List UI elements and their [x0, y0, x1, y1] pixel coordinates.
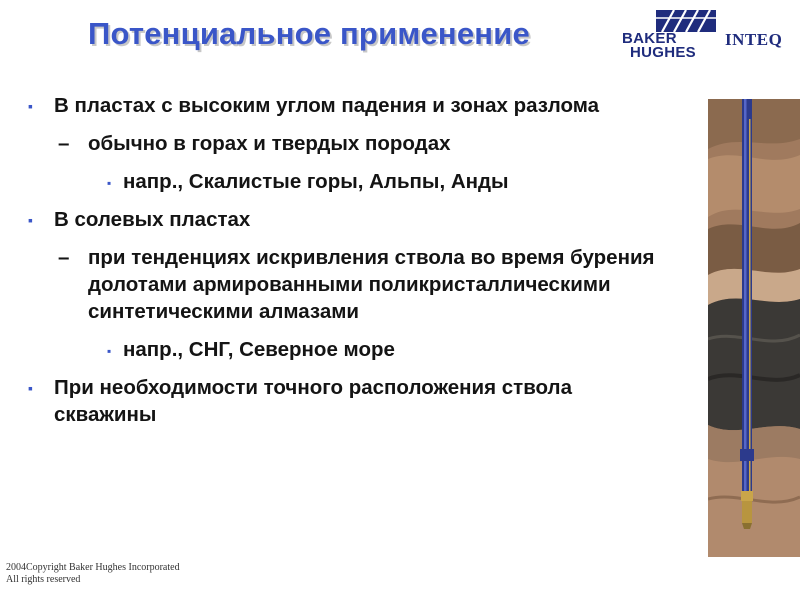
logo-division: INTEQ	[725, 30, 783, 49]
rock-layers-drill-picture	[708, 99, 800, 557]
bullet-list	[20, 92, 680, 439]
bullet-marker: ▪	[28, 380, 33, 396]
slide-title: Потенциальное применение	[88, 16, 530, 51]
bullet-item	[20, 206, 680, 233]
baker-hughes-logo	[622, 10, 716, 62]
sub-sub-bullet-item	[20, 336, 680, 363]
bullet-marker: ▪	[28, 212, 33, 228]
sub-sub-bullet-text: напр., СНГ, Северное море	[123, 338, 395, 361]
sub-bullet-text: при тенденциях искривления ствола во время бурения долотами армированными поликристаллическими синтетическими алмазами	[88, 246, 655, 323]
logo-brand-line1: BAKER	[622, 30, 677, 47]
sub-bullet-item	[20, 130, 680, 157]
bullet-item	[20, 374, 680, 428]
bullet-marker: ▪	[107, 176, 112, 190]
dash-marker: –	[58, 246, 70, 269]
bullet-marker: ▪	[28, 98, 33, 114]
sub-sub-bullet-item	[20, 168, 680, 195]
sub-bullet-text: обычно в горах и твердых породах	[88, 132, 451, 155]
rights-line: All rights reserved	[6, 574, 81, 585]
copyright-footer	[6, 562, 180, 586]
bullet-text: В пластах с высоким углом падения и зонах разлома	[54, 94, 600, 117]
baker-hughes-emblem-icon	[656, 10, 716, 32]
dash-marker: –	[58, 132, 70, 155]
bullet-text: В солевых пластах	[54, 208, 251, 231]
logo-brand-line2: HUGHES	[630, 44, 696, 61]
copyright-line: 2004Copyright Baker Hughes Incorporated	[6, 562, 180, 573]
bullet-item	[20, 92, 680, 119]
sub-sub-bullet-text: напр., Скалистые горы, Альпы, Анды	[123, 170, 509, 193]
sub-bullet-item	[20, 244, 680, 325]
bullet-marker: ▪	[107, 344, 112, 358]
bullet-text: При необходимости точного расположения ствола скважины	[54, 376, 572, 426]
drill-string-image	[708, 99, 800, 557]
